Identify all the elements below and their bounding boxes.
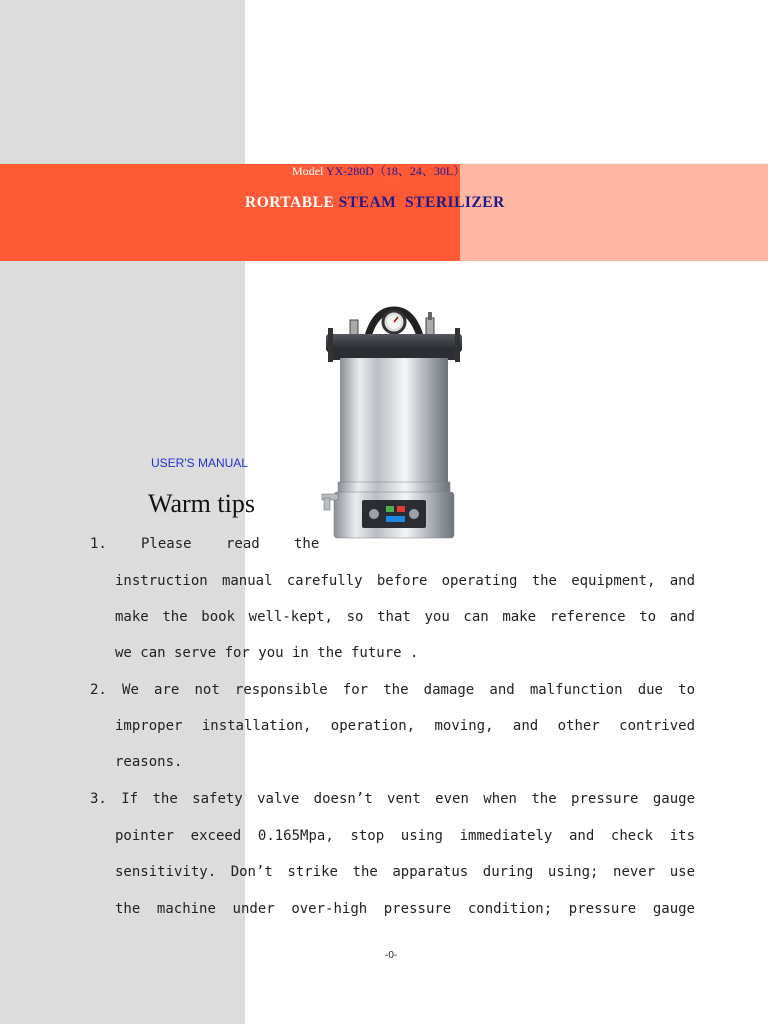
tip-1-line-4: we can serve for you in the future . (115, 645, 419, 661)
tip-1-number: 1. (90, 536, 107, 552)
tip-1-word-read: read (226, 536, 260, 552)
tip-2-line-3: reasons. (115, 754, 183, 770)
section-title: Warm tips (148, 489, 255, 518)
tip-3-line-4: the machine under over-high pressure condition; pressure gauge (115, 901, 695, 917)
tip-1-word-please: Please (141, 536, 192, 552)
tip-1-word-the: the (294, 536, 320, 552)
model-line (292, 164, 465, 178)
tip-2-line-1: 2. We are not responsible for the damage and malfunction due to (90, 682, 695, 698)
tip-3-line-3: sensitivity. Don’t strike the apparatus during using; never use (115, 864, 695, 880)
banner-right-block (460, 164, 768, 261)
tip-3-line-1: 3. If the safety valve doesn’t vent even when the pressure gauge (90, 791, 695, 807)
product-title-word1: RORTABLE (245, 194, 335, 211)
page-number: -0- (385, 950, 398, 961)
tip-1-line-3: make the book well-kept, so that you can make reference to and (115, 609, 695, 625)
tip-1-line-2: instruction manual carefully before operating the equipment, and (115, 573, 695, 589)
tip-3-line-2: pointer exceed 0.165Mpa, stop using immediately and check its (115, 828, 695, 844)
header-banner (0, 164, 768, 261)
tip-2-line-2: improper installation, operation, moving, and other contrived (115, 718, 695, 734)
product-title (245, 194, 505, 212)
model-label: Model (292, 164, 324, 178)
model-value: YX-280D（18、24、30L） (325, 164, 466, 178)
product-title-word2: STEAM STERILIZER (338, 194, 505, 211)
sterilizer-illustration (318, 304, 470, 544)
manual-label: USER'S MANUAL (151, 456, 248, 470)
banner-left-block (0, 164, 460, 261)
